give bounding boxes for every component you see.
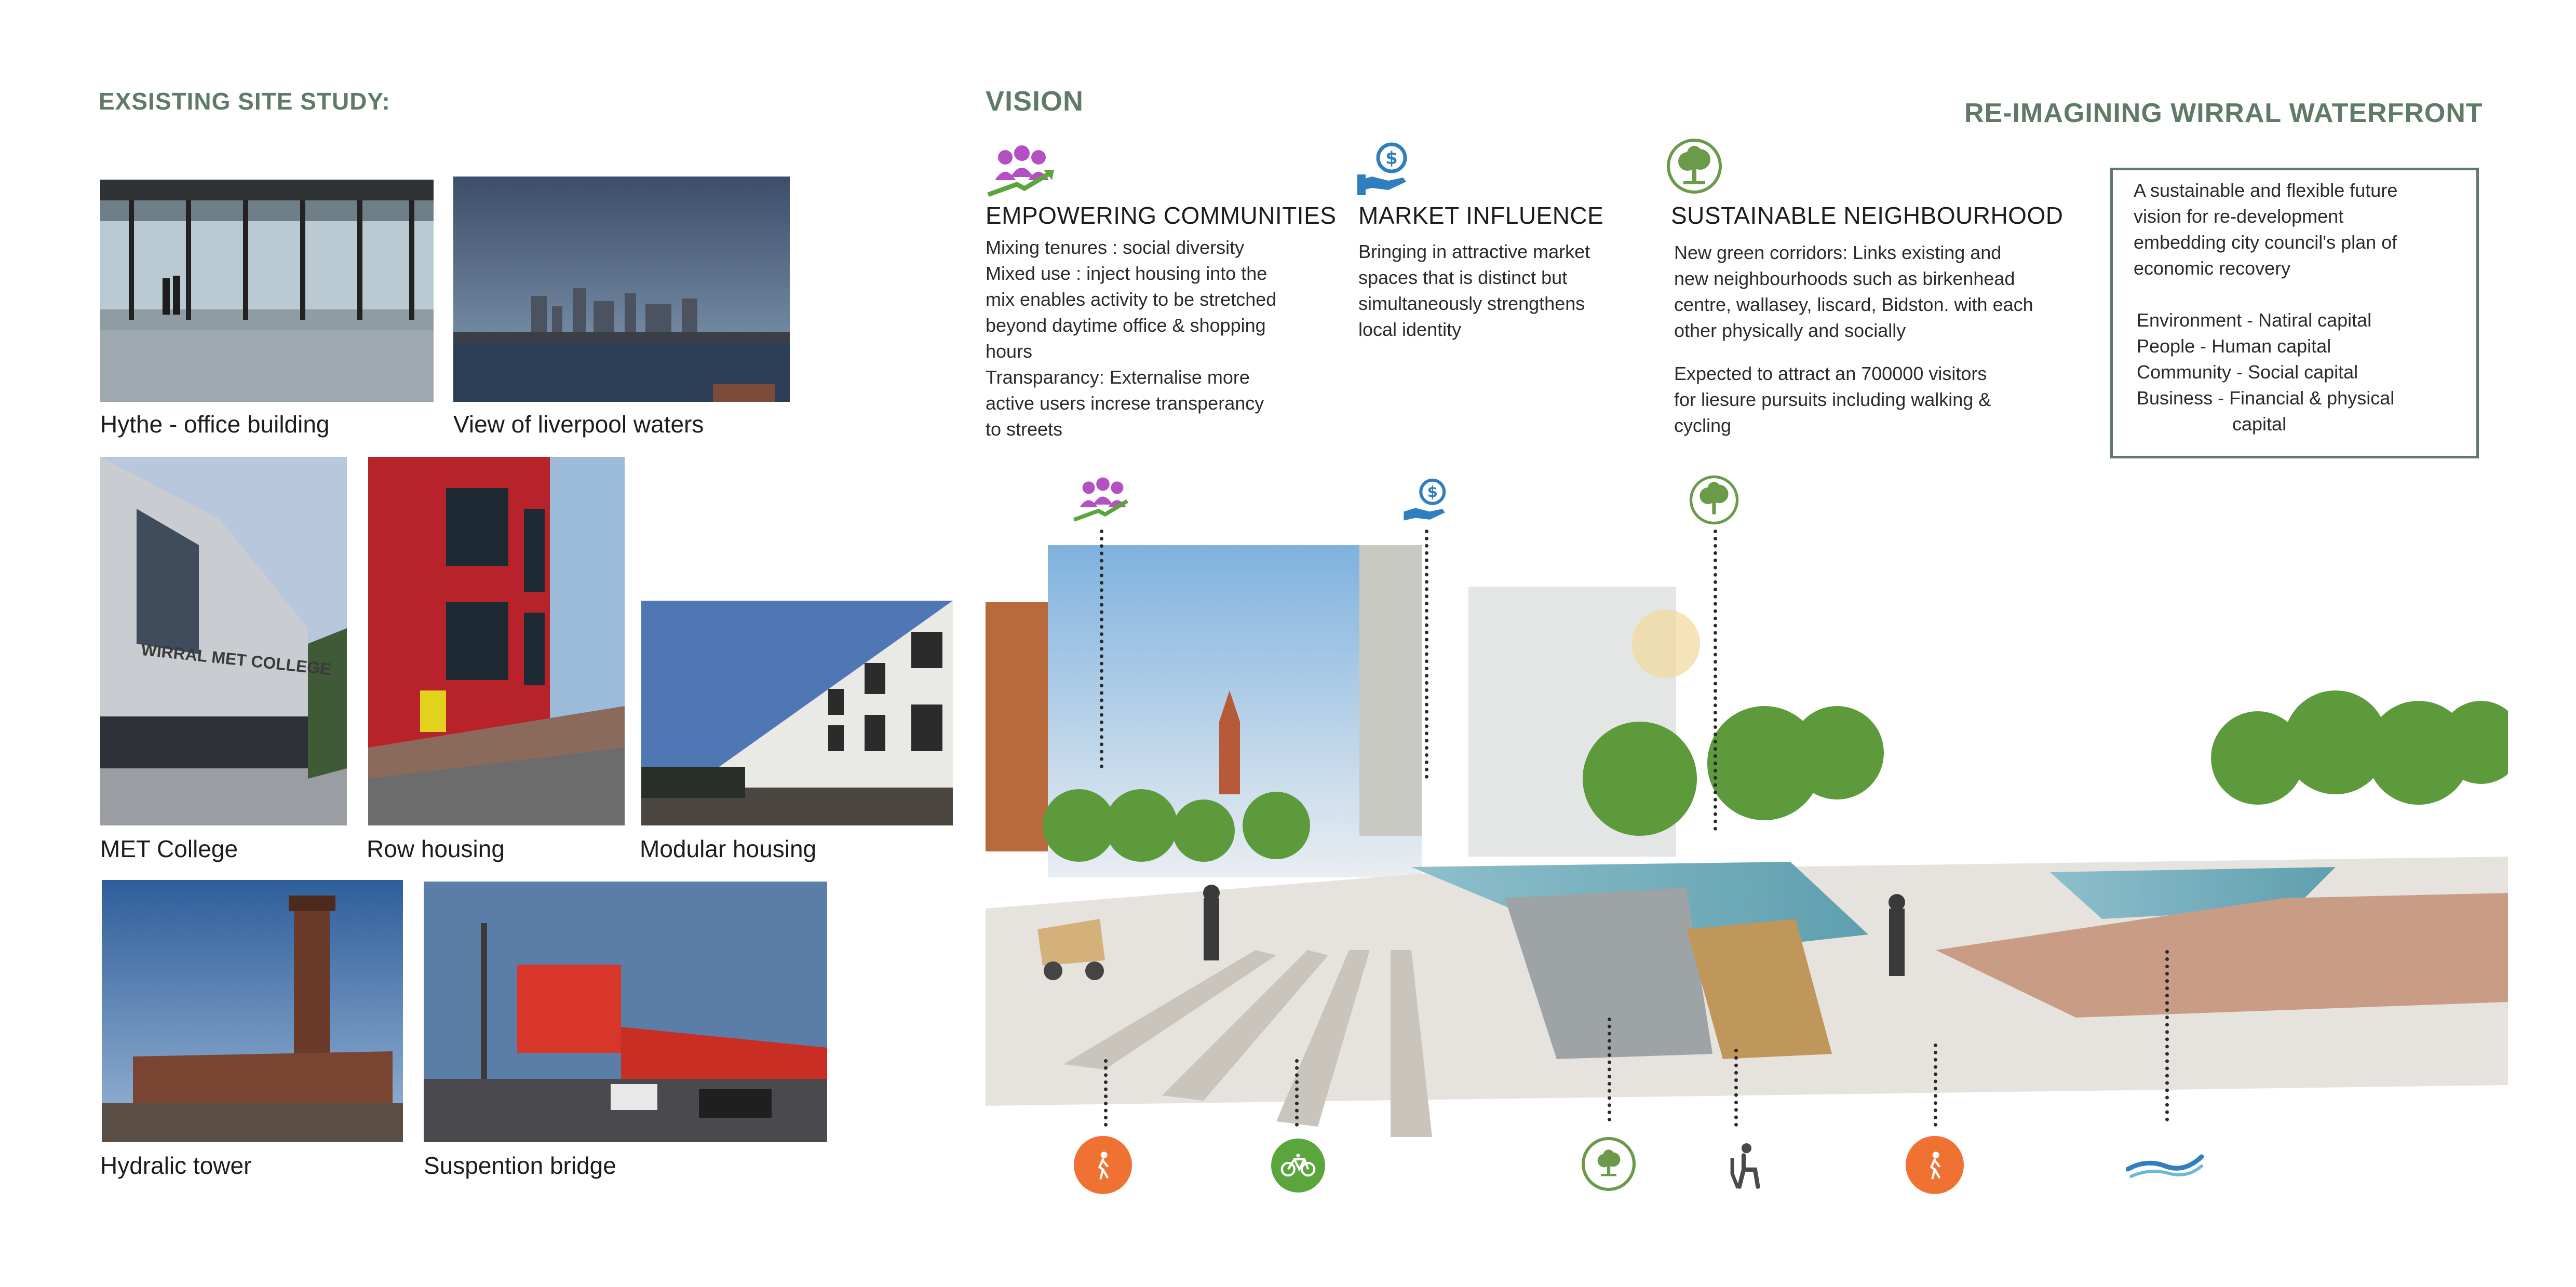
liverpool-waters-caption: View of liverpool waters [453,411,704,438]
leader-line [1608,1018,1611,1121]
text-line: to streets [986,418,1063,440]
hythe-office-caption: Hythe - office building [100,411,330,438]
row-housing-photo [368,457,625,825]
text-line: other physically and socially [1674,320,1906,341]
hydralic-tower-photo [102,880,403,1142]
hand-money-icon [1402,477,1451,526]
capital-line: People - Human capital [2137,335,2331,357]
text-line: beyond daytime office & shopping [986,315,1266,336]
liverpool-waters-photo [453,177,790,402]
text-line: active users increse transperancy [986,392,1264,414]
modular-housing-photo [641,601,953,825]
svg-text:$: $ [1427,483,1438,501]
text-line: mix enables activity to be stretched [986,289,1277,310]
text-line: new neighbourhoods such as birkenhead [1674,268,2015,289]
capital-line-tail: capital [2232,413,2287,435]
text-line: Bringing in attractive market [1358,241,1590,262]
vision-title: VISION [986,86,1084,117]
text-line: Mixed use : inject housing into the [986,263,1267,284]
empowering-communities-text [986,235,1307,442]
svg-text:$: $ [1385,148,1398,169]
suspention-bridge-caption: Suspention bridge [424,1152,616,1179]
sustainable-neighbourhood-text-2 [1674,361,2089,439]
community-growth-icon [986,143,1058,200]
leader-line [1714,530,1717,831]
leader-line [2165,950,2169,1121]
text-line: hours [986,341,1033,362]
waterfront-illustration [986,535,2508,1147]
text-line: Expected to attract an 700000 visitors [1674,363,1987,384]
summary-intro-line: A sustainable and flexible future [2134,180,2398,201]
sustainable-neighbourhood-text-1 [1674,240,2089,344]
leader-line [1100,530,1103,768]
text-line: centre, wallasey, liscard, Bidston. with each [1674,294,2033,315]
text-line: cycling [1674,415,1732,436]
hand-money-icon [1356,140,1413,197]
water-wave-icon [2126,1145,2204,1182]
tree-icon [1666,138,1723,195]
market-influence-heading: MARKET INFLUENCE [1358,202,1604,229]
leader-line [1295,1059,1299,1127]
leader-line [1734,1049,1738,1127]
pedestrian-icon [1074,1136,1132,1194]
pedestrian-icon [1906,1136,1964,1194]
text-line: Mixing tenures : social diversity [986,237,1245,258]
text-line: simultaneously strengthens [1358,293,1585,314]
text-line: for liesure pursuits including walking & [1674,389,1991,410]
page-title: RE-IMAGINING WIRRAL WATERFRONT [1964,98,2483,128]
modular-housing-caption: Modular housing [640,835,817,862]
site-study-title: EXSISTING SITE STUDY: [99,88,390,115]
community-growth-icon [1072,475,1134,524]
hythe-office-photo [100,180,434,402]
summary-intro-line: economic recovery [2134,258,2291,279]
text-line: New green corridors: Links existing and [1674,242,2002,263]
leader-line [1425,530,1428,779]
bicycle-icon [1271,1139,1325,1193]
summary-intro-line: embedding city council's plan of [2134,232,2397,253]
text-line: Transparancy: Externalise more [986,367,1250,388]
summary-intro-line: vision for re-development [2134,206,2344,227]
capital-line: Business - Financial & physical [2137,387,2395,409]
tree-icon [1582,1137,1636,1191]
met-college-sign: WIRRAL MET COLLEGE [140,640,332,679]
summary-box [2110,168,2479,458]
seated-person-icon [1722,1141,1765,1191]
suspention-bridge-photo [424,882,827,1142]
tree-icon [1689,475,1739,525]
capital-line: Environment - Natiral capital [2137,309,2372,331]
leader-line [1104,1059,1108,1127]
empowering-communities-heading: EMPOWERING COMMUNITIES [986,202,1337,229]
met-college-photo [100,457,347,825]
hydralic-tower-caption: Hydralic tower [100,1152,252,1179]
leader-line [1934,1044,1937,1127]
sustainable-neighbourhood-heading: SUSTAINABLE NEIGHBOURHOOD [1671,202,2064,229]
met-college-caption: MET College [100,835,238,862]
row-housing-caption: Row housing [367,835,505,862]
capital-line: Community - Social capital [2137,361,2358,383]
text-line: local identity [1358,319,1462,340]
text-line: spaces that is distinct but [1358,267,1568,288]
market-influence-text [1358,239,1649,343]
